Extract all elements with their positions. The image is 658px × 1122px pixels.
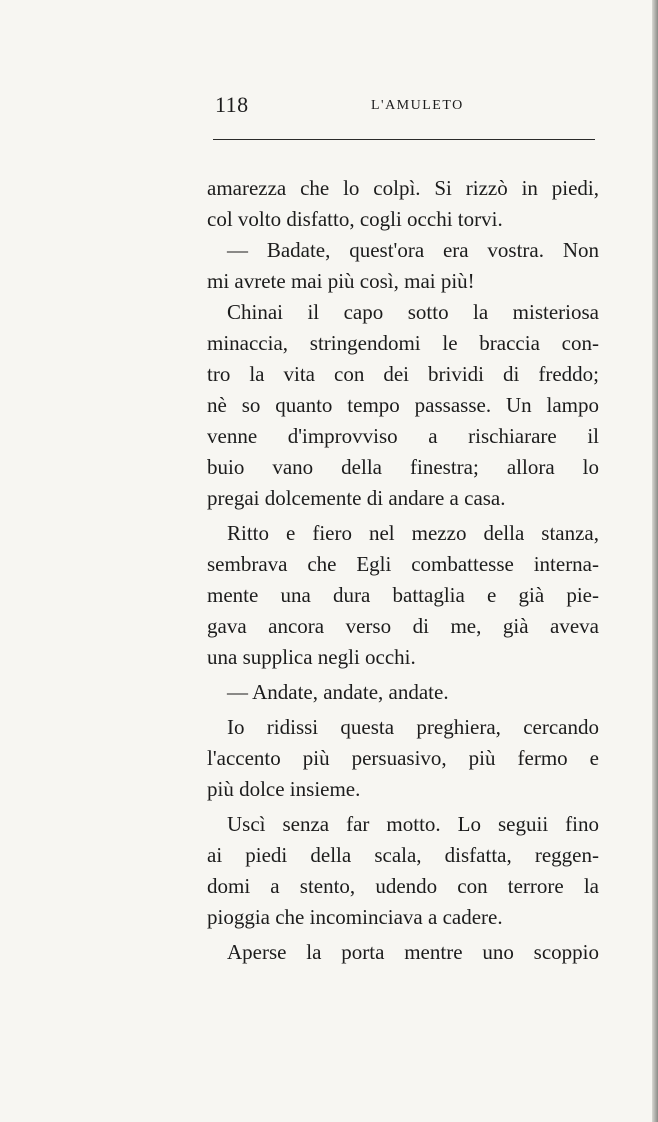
text-line: mi avrete mai più così, mai più! bbox=[207, 269, 475, 293]
text-line: col volto disfatto, cogli occhi torvi. bbox=[207, 207, 503, 231]
text-line: ai piedi della scala, disfatta, reggen- bbox=[207, 843, 599, 867]
text-line: Io ridissi questa preghiera, cercando bbox=[227, 715, 599, 739]
text-line: — Andate, andate, andate. bbox=[227, 680, 449, 704]
text-line: gava ancora verso di me, già aveva bbox=[207, 614, 599, 638]
page-header bbox=[215, 92, 595, 122]
text-line: — Badate, quest'ora era vostra. Non bbox=[227, 238, 599, 262]
text-line: tro la vita con dei brividi di freddo; bbox=[207, 362, 599, 386]
text-line: buio vano della finestra; allora lo bbox=[207, 455, 599, 479]
text-line: Aperse la porta mentre uno scoppio bbox=[227, 940, 599, 964]
text-line: nè so quanto tempo passasse. Un lampo bbox=[207, 393, 599, 417]
text-line: mente una dura battaglia e già pie- bbox=[207, 583, 599, 607]
text-line: sembrava che Egli combattesse interna- bbox=[207, 552, 599, 576]
header-rule bbox=[213, 139, 595, 140]
text-line: l'accento più persuasivo, più fermo e bbox=[207, 746, 599, 770]
body-text bbox=[207, 173, 599, 968]
text-line: una supplica negli occhi. bbox=[207, 645, 416, 669]
page-edge bbox=[652, 0, 658, 1122]
running-title: L'AMULETO bbox=[371, 98, 464, 113]
text-line: pregai dolcemente di andare a casa. bbox=[207, 486, 506, 510]
text-line: pioggia che incominciava a cadere. bbox=[207, 905, 503, 929]
page-number: 118 bbox=[215, 92, 249, 117]
text-line: Chinai il capo sotto la misteriosa bbox=[227, 300, 599, 324]
text-line: amarezza che lo colpì. Si rizzò in piedi, bbox=[207, 176, 599, 200]
text-line: domi a stento, udendo con terrore la bbox=[207, 874, 599, 898]
text-line: Ritto e fiero nel mezzo della stanza, bbox=[227, 521, 599, 545]
text-line: Uscì senza far motto. Lo seguii fino bbox=[227, 812, 599, 836]
text-line: venne d'improvviso a rischiarare il bbox=[207, 424, 599, 448]
text-line: minaccia, stringendomi le braccia con- bbox=[207, 331, 599, 355]
text-line: più dolce insieme. bbox=[207, 777, 361, 801]
